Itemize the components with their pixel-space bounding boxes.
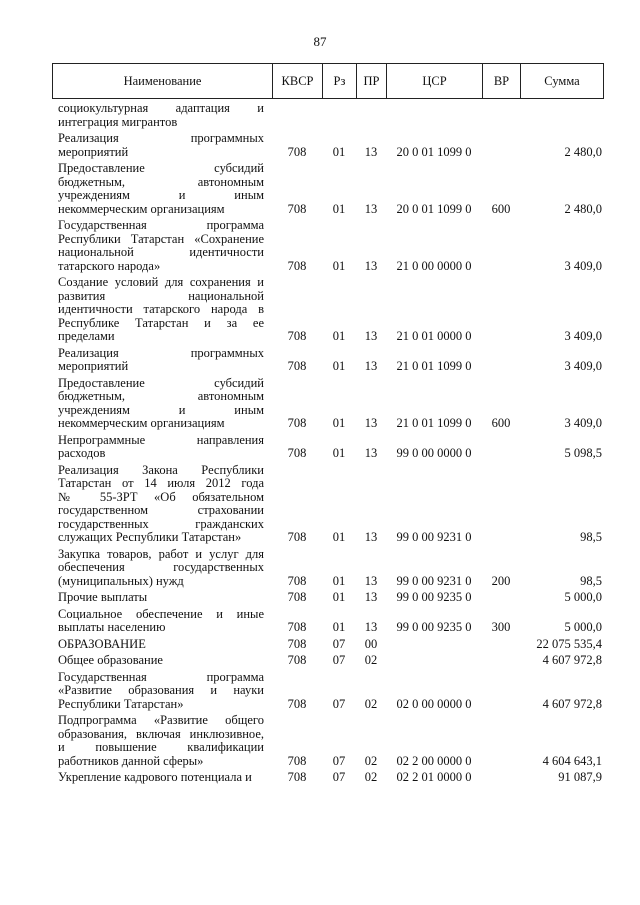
row-name-line: пределами xyxy=(58,329,115,343)
row-name-line: Укрепление кадрового потенциала и xyxy=(58,770,252,784)
row-pr: 13 xyxy=(364,329,378,343)
row-name-line: бюджетным, автономным xyxy=(58,389,264,403)
row-kvsr: 708 xyxy=(287,696,307,711)
row-pr: 02 xyxy=(364,696,378,711)
row-name xyxy=(58,591,264,605)
row-name xyxy=(58,162,264,216)
row-name-line: Татарстан от 14 июля 2012 года xyxy=(58,476,264,490)
table-row xyxy=(52,347,604,374)
row-name-line: Непрограммные направления xyxy=(58,432,264,447)
row-sum: 5 098,5 xyxy=(564,446,602,460)
table-row xyxy=(52,548,604,589)
row-name-line: Республики Татарстан «Сохранение xyxy=(58,231,264,246)
table-row xyxy=(52,608,604,635)
row-rz: 07 xyxy=(332,770,346,784)
row-name-line: Государственная программа xyxy=(58,218,264,232)
row-name-line: Подпрограмма «Развитие общего xyxy=(58,713,264,727)
row-sum: 3 409,0 xyxy=(564,359,602,373)
row-name xyxy=(58,132,264,159)
row-name-line: социокультурная адаптация и xyxy=(58,101,264,115)
page-number: 87 xyxy=(313,34,327,49)
header-kvsr: КВСР xyxy=(273,64,323,98)
row-rz: 01 xyxy=(332,144,346,159)
row-name-line: Прочие выплаты xyxy=(58,590,148,604)
row-name-line: мероприятий xyxy=(58,359,129,373)
header-sum: Сумма xyxy=(544,73,580,88)
row-csr: 20 0 01 1099 0 xyxy=(396,144,472,159)
row-name-line: № 55-ЗРТ «Об обязательном xyxy=(58,489,264,504)
table-row xyxy=(52,377,604,431)
header-rz: Рз xyxy=(323,64,357,98)
row-kvsr: 708 xyxy=(287,573,307,588)
row-rz: 01 xyxy=(332,573,346,588)
row-name-line: Предоставление субсидий xyxy=(58,161,264,175)
row-name-line: развития национальной xyxy=(58,288,264,303)
row-name-line: ОБРАЗОВАНИЕ xyxy=(58,636,146,651)
row-name-line: Государственная программа xyxy=(58,669,264,684)
row-name xyxy=(58,671,264,712)
row-kvsr: 708 xyxy=(287,636,307,651)
table-row xyxy=(52,464,604,545)
table-row xyxy=(52,671,604,712)
table-row xyxy=(52,434,604,461)
row-sum: 98,5 xyxy=(580,530,602,544)
row-rz: 01 xyxy=(332,258,346,273)
row-name xyxy=(58,654,264,668)
row-csr: 99 0 00 0000 0 xyxy=(396,446,472,460)
row-pr: 13 xyxy=(364,573,378,588)
row-sum: 4 607 972,8 xyxy=(542,653,602,667)
row-pr: 13 xyxy=(364,530,378,544)
row-pr: 02 xyxy=(364,753,378,768)
row-csr: 21 0 01 0000 0 xyxy=(396,329,472,343)
row-name xyxy=(58,771,264,785)
header-pr: ПР xyxy=(357,64,387,98)
row-name xyxy=(58,608,264,635)
row-kvsr: 708 xyxy=(287,416,307,430)
row-sum: 2 480,0 xyxy=(564,144,602,159)
table-row xyxy=(52,219,604,273)
row-pr: 13 xyxy=(364,620,378,634)
row-name-line: учреждениям и иным xyxy=(58,188,264,202)
row-sum: 22 075 535,4 xyxy=(536,636,602,651)
row-pr: 02 xyxy=(364,770,378,784)
row-name xyxy=(58,102,264,129)
row-name-line: Предоставление субсидий xyxy=(58,375,264,390)
row-sum: 5 000,0 xyxy=(564,620,602,634)
row-kvsr: 708 xyxy=(287,258,307,273)
row-csr: 21 0 01 1099 0 xyxy=(396,416,472,430)
row-name-line: обеспечения государственных xyxy=(58,560,264,574)
table-row xyxy=(52,162,604,216)
table-row xyxy=(52,638,604,652)
row-csr: 02 2 01 0000 0 xyxy=(396,770,472,784)
row-pr: 02 xyxy=(364,653,378,667)
row-name xyxy=(58,464,264,545)
row-name-line: государственных гражданских xyxy=(58,516,264,531)
row-rz: 07 xyxy=(332,653,346,667)
row-name-line: Республике Татарстан и за ее xyxy=(58,315,264,330)
row-rz: 01 xyxy=(332,329,346,343)
row-name-line: работников данной сферы» xyxy=(58,753,204,768)
row-vr: 600 xyxy=(491,201,511,216)
row-rz: 01 xyxy=(332,359,346,373)
row-rz: 07 xyxy=(332,696,346,711)
row-name-line: служащих Республики Татарстан» xyxy=(58,530,242,544)
row-name-line: татарского народа» xyxy=(58,258,161,273)
row-sum: 91 087,9 xyxy=(558,770,602,784)
header-vr: ВР xyxy=(483,64,521,98)
row-name-line: «Развитие образования и науки xyxy=(58,683,264,697)
row-csr: 99 0 00 9235 0 xyxy=(396,620,472,634)
row-csr: 02 0 00 0000 0 xyxy=(396,696,472,711)
table-row xyxy=(52,654,604,668)
row-pr: 13 xyxy=(364,590,378,604)
row-kvsr: 708 xyxy=(287,329,307,343)
row-name-line: мероприятий xyxy=(58,144,129,159)
row-name-line: Общее образование xyxy=(58,653,163,667)
row-name-line: некоммерческим организациям xyxy=(58,416,225,430)
row-kvsr: 708 xyxy=(287,770,307,784)
row-kvsr: 708 xyxy=(287,653,307,667)
row-sum: 3 409,0 xyxy=(564,258,602,273)
row-name xyxy=(58,276,264,344)
row-kvsr: 708 xyxy=(287,530,307,544)
row-vr: 300 xyxy=(491,620,511,634)
row-pr: 13 xyxy=(364,416,378,430)
row-sum: 3 409,0 xyxy=(564,416,602,430)
row-pr: 13 xyxy=(364,446,378,460)
table-row xyxy=(52,591,604,605)
row-name-line: бюджетным, автономным xyxy=(58,174,264,189)
row-name-line: и повышение квалификации xyxy=(58,740,264,754)
row-pr: 13 xyxy=(364,359,378,373)
row-sum: 4 607 972,8 xyxy=(542,696,602,711)
row-kvsr: 708 xyxy=(287,590,307,604)
row-name xyxy=(58,548,264,589)
row-sum: 4 604 643,1 xyxy=(542,753,602,768)
table-row xyxy=(52,102,604,129)
row-kvsr: 708 xyxy=(287,753,307,768)
row-pr: 13 xyxy=(364,201,378,216)
row-csr: 99 0 00 9235 0 xyxy=(396,590,472,604)
row-sum: 2 480,0 xyxy=(564,201,602,216)
row-name-line: интеграция мигрантов xyxy=(58,114,178,129)
row-rz: 01 xyxy=(332,446,346,460)
row-name-line: некоммерческим организациям xyxy=(58,201,225,216)
row-kvsr: 708 xyxy=(287,201,307,216)
row-rz: 01 xyxy=(332,201,346,216)
row-name xyxy=(58,638,264,652)
row-sum: 5 000,0 xyxy=(564,590,602,604)
row-csr: 99 0 00 9231 0 xyxy=(396,530,472,544)
row-name xyxy=(58,219,264,273)
row-vr: 600 xyxy=(491,416,511,430)
table-row xyxy=(52,714,604,768)
row-name-line: Реализация Закона Республики xyxy=(58,462,264,477)
row-name-line: Создание условий для сохранения и xyxy=(58,275,264,289)
row-name-line: Закупка товаров, работ и услуг для xyxy=(58,546,264,561)
row-name-line: учреждениям и иным xyxy=(58,402,264,417)
row-kvsr: 708 xyxy=(287,144,307,159)
row-rz: 01 xyxy=(332,590,346,604)
row-csr: 21 0 00 0000 0 xyxy=(396,258,472,273)
row-kvsr: 708 xyxy=(287,620,307,634)
row-csr: 21 0 01 1099 0 xyxy=(396,359,472,373)
row-rz: 01 xyxy=(332,620,346,634)
row-rz: 07 xyxy=(332,636,346,651)
row-name xyxy=(58,377,264,431)
row-kvsr: 708 xyxy=(287,446,307,460)
table-row xyxy=(52,276,604,344)
row-name xyxy=(58,347,264,374)
row-kvsr: 708 xyxy=(287,359,307,373)
row-csr: 02 2 00 0000 0 xyxy=(396,753,472,768)
row-sum: 98,5 xyxy=(580,573,602,588)
row-rz: 07 xyxy=(332,753,346,768)
row-rz: 01 xyxy=(332,416,346,430)
row-name-line: Республики Татарстан» xyxy=(58,696,184,711)
table-row xyxy=(52,771,604,785)
row-name-line: национальной идентичности xyxy=(58,245,264,259)
row-name xyxy=(58,434,264,461)
row-name-line: образования, включая инклюзивное, xyxy=(58,726,264,741)
row-pr: 13 xyxy=(364,144,378,159)
row-pr: 00 xyxy=(364,636,378,651)
row-vr: 200 xyxy=(491,573,511,588)
row-name-line: Социальное обеспечение и иные xyxy=(58,606,264,621)
row-name-line: идентичности татарского народа в xyxy=(58,302,264,316)
row-name-line: выплаты населению xyxy=(58,620,166,634)
row-csr: 20 0 01 1099 0 xyxy=(396,201,472,216)
row-name-line: расходов xyxy=(58,446,106,460)
table-row xyxy=(52,132,604,159)
row-pr: 13 xyxy=(364,258,378,273)
row-name-line: Реализация программных xyxy=(58,345,264,360)
row-sum: 3 409,0 xyxy=(564,329,602,343)
row-name-line: государственном страховании xyxy=(58,503,264,517)
row-name xyxy=(58,714,264,768)
header-name: Наименование xyxy=(53,64,273,98)
header-csr: ЦСР xyxy=(387,64,483,98)
row-rz: 01 xyxy=(332,530,346,544)
row-name-line: Реализация программных xyxy=(58,131,264,145)
row-csr: 99 0 00 9231 0 xyxy=(396,573,472,588)
table-header xyxy=(52,63,604,99)
row-name-line: (муниципальных) нужд xyxy=(58,573,184,588)
